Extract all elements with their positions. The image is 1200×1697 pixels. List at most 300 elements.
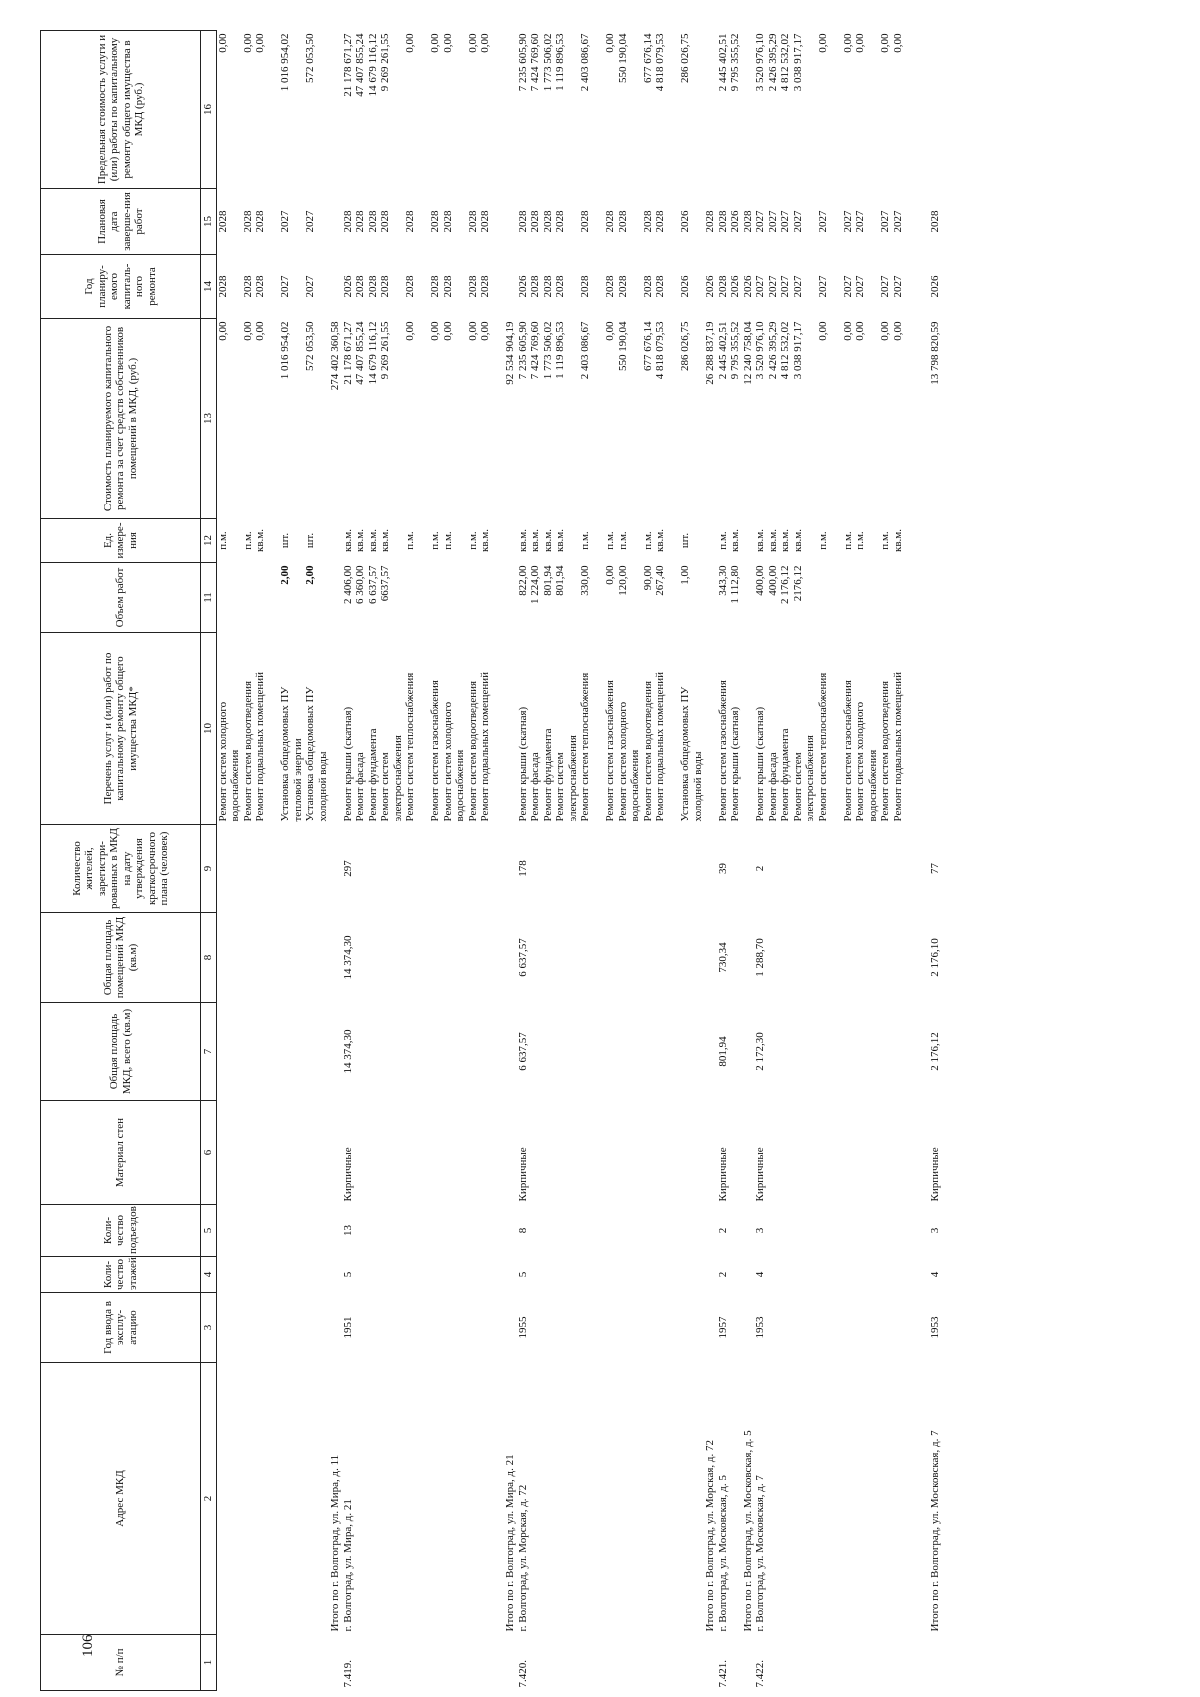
table-cell: 1 112,80 (729, 565, 741, 604)
table-cell (329, 519, 342, 563)
table-cell (917, 189, 930, 255)
table-cell (917, 255, 930, 319)
table-cell (317, 31, 330, 189)
table-cell (467, 1257, 480, 1293)
table-cell: Ремонт систем газоснабжения (429, 680, 441, 822)
table-cell: электроснабжения (804, 735, 816, 822)
table-cell (642, 1101, 655, 1205)
table-cell (292, 255, 305, 319)
column-number: 11 (201, 563, 217, 633)
table-cell (729, 1635, 742, 1691)
table-cell (617, 1635, 630, 1691)
header-cell: Коли-чество этажей (41, 1257, 201, 1293)
table-cell: 1951 (341, 1316, 354, 1339)
table-cell (292, 1635, 305, 1691)
table-cell (879, 1003, 892, 1101)
table-cell (929, 1635, 942, 1691)
table-cell (304, 825, 317, 913)
table-cell: 2 176,12 (929, 1032, 941, 1071)
table-cell (454, 1003, 467, 1101)
table-cell (579, 1257, 592, 1293)
table-cell: 8 (516, 1227, 529, 1234)
table-cell: 2028 (429, 210, 441, 233)
table-cell: 5 (341, 1271, 354, 1278)
table-cell: 274 402 360,58 (329, 321, 341, 391)
table-cell (692, 563, 705, 633)
table-cell (429, 563, 442, 633)
table-cell (392, 519, 405, 563)
table-cell: 2028 (379, 210, 391, 233)
table-cell: Ремонт крыши (скатная) (516, 706, 529, 822)
table-cell (454, 255, 467, 319)
table-cell (404, 1257, 417, 1293)
table-cell (904, 1363, 917, 1635)
table-cell (792, 1293, 805, 1363)
table-cell: кв.м. (554, 529, 566, 552)
table-row (367, 31, 380, 1691)
table-cell (279, 1003, 292, 1101)
table-cell: 2027 (816, 210, 829, 233)
table-row (404, 31, 417, 1691)
table-row (892, 31, 905, 1691)
table-cell (392, 1003, 405, 1101)
table-cell: Установка общедомовых ПУ (304, 686, 316, 822)
table-cell (429, 1205, 442, 1257)
table-cell: кв.м. (341, 529, 354, 552)
table-cell: 2 403 086,67 (579, 321, 591, 380)
table-cell (367, 1205, 380, 1257)
table-cell (442, 1293, 455, 1363)
table-cell (592, 913, 605, 1003)
table-cell (317, 1635, 330, 1691)
table-cell (617, 1205, 630, 1257)
table-cell (379, 825, 392, 913)
table-cell (629, 1293, 642, 1363)
table-row (717, 31, 730, 1691)
table-cell (354, 1205, 367, 1257)
table-row (854, 31, 867, 1691)
table-cell: 2028 (704, 210, 716, 233)
table-cell: кв.м. (516, 529, 529, 552)
table-cell (679, 1205, 692, 1257)
table-cell (742, 1293, 755, 1363)
table-cell (542, 1205, 555, 1257)
table-cell (492, 563, 505, 633)
table-row (304, 31, 317, 1691)
table-cell (742, 1003, 755, 1101)
table-cell (504, 255, 517, 319)
table-cell (692, 1003, 705, 1101)
table-cell (567, 189, 580, 255)
table-cell (267, 189, 280, 255)
table-cell: Ремонт систем газоснабжения (841, 680, 854, 822)
table-row (929, 31, 942, 1691)
table-cell (404, 1363, 417, 1635)
table-cell: 2027 (766, 275, 779, 298)
table-cell (679, 825, 692, 913)
table-cell (629, 1363, 642, 1635)
table-cell (854, 1101, 867, 1205)
table-cell (429, 1101, 442, 1205)
table-cell (829, 319, 842, 519)
table-cell: 7.419. (341, 1660, 354, 1688)
table-cell (329, 255, 342, 319)
table-cell: г. Волгоград, ул. Морская, д. 72 (516, 1484, 529, 1632)
table-cell (692, 1205, 705, 1257)
table-cell (492, 1205, 505, 1257)
table-cell: 5 (516, 1271, 529, 1278)
table-cell (279, 1363, 292, 1635)
table-cell (829, 1003, 842, 1101)
table-cell (454, 1363, 467, 1635)
table-cell (742, 1635, 755, 1691)
table-cell (379, 1257, 392, 1293)
table-row (216, 31, 229, 1691)
table-cell: Кирпичные (516, 1147, 529, 1202)
table-cell (467, 1205, 480, 1257)
table-cell (404, 1635, 417, 1691)
table-cell (867, 1205, 880, 1257)
table-cell (629, 1635, 642, 1691)
table-cell (454, 519, 467, 563)
table-cell (329, 1205, 342, 1257)
table-cell (404, 825, 417, 913)
table-cell (442, 1205, 455, 1257)
table-cell (817, 913, 830, 1003)
table-cell: 2026 (704, 275, 716, 298)
table-cell (554, 1003, 567, 1101)
table-cell (492, 913, 505, 1003)
table-cell (317, 319, 330, 519)
table-cell (592, 519, 605, 563)
table-row (804, 31, 817, 1691)
table-cell (329, 633, 342, 825)
table-cell (854, 1205, 867, 1257)
table-cell (654, 1293, 667, 1363)
column-number: 9 (201, 825, 217, 913)
table-cell (567, 255, 580, 319)
table-cell: Ремонт крыши (скатная) (341, 706, 354, 822)
table-cell (442, 913, 455, 1003)
table-cell: 2 176,12 (779, 565, 791, 604)
table-cell (454, 31, 467, 189)
table-cell: 0,00 (241, 321, 254, 341)
table-cell (417, 31, 430, 189)
table-cell: 7 235 605,90 (516, 33, 529, 92)
table-cell (254, 1257, 267, 1293)
table-cell (867, 1101, 880, 1205)
table-cell (392, 1205, 405, 1257)
table-cell (579, 825, 592, 913)
table-cell: п.м. (616, 531, 629, 550)
table-cell: 0,00 (879, 321, 891, 341)
table-cell (479, 1003, 492, 1101)
table-cell (829, 31, 842, 189)
table-cell (567, 1101, 580, 1205)
table-cell (392, 1293, 405, 1363)
table-cell: 0,00 (216, 321, 229, 341)
table-cell (804, 31, 817, 189)
table-cell (917, 1363, 930, 1635)
table-row (429, 31, 442, 1691)
table-cell (467, 825, 480, 913)
table-cell (267, 1257, 280, 1293)
table-cell: 2 (716, 1227, 729, 1234)
table-cell: тепловой энергии (291, 738, 304, 822)
table-cell (242, 1635, 255, 1691)
table-cell (879, 1101, 892, 1205)
table-cell (567, 825, 580, 913)
table-cell (216, 1205, 229, 1257)
table-cell (379, 1003, 392, 1101)
table-row (679, 31, 692, 1691)
table-cell (467, 1363, 480, 1635)
table-cell (904, 1101, 917, 1205)
table-cell (492, 1101, 505, 1205)
table-cell (742, 633, 755, 825)
table-cell (604, 1101, 617, 1205)
table-cell (617, 1293, 630, 1363)
table-cell (904, 1003, 917, 1101)
table-row (242, 31, 255, 1691)
table-cell: 2026 (929, 275, 941, 298)
table-cell (542, 825, 555, 913)
table-cell (504, 1003, 517, 1101)
table-cell (254, 1293, 267, 1363)
table-cell (429, 913, 442, 1003)
table-cell (867, 319, 880, 519)
table-cell (379, 1635, 392, 1691)
table-row (529, 31, 542, 1691)
table-cell (629, 255, 642, 319)
table-cell: кв.м. (891, 529, 904, 552)
table-cell (267, 1003, 280, 1101)
table-cell (804, 1363, 817, 1635)
column-number-row (201, 31, 217, 1691)
table-cell (629, 31, 642, 189)
table-cell (617, 1101, 630, 1205)
table-cell (567, 319, 580, 519)
table-cell (704, 1635, 717, 1691)
table-cell: 2028 (554, 275, 566, 298)
table-row (379, 31, 392, 1691)
table-cell (579, 913, 592, 1003)
table-cell: 47 407 855,24 (354, 321, 366, 385)
table-cell (779, 825, 792, 913)
table-cell (742, 563, 755, 633)
table-cell: 2027 (854, 275, 866, 298)
table-cell: 1953 (754, 1316, 766, 1339)
table-cell (704, 1293, 717, 1363)
table-cell (679, 1257, 692, 1293)
table-cell: 267,40 (654, 565, 666, 596)
table-cell (267, 1205, 280, 1257)
table-cell (404, 913, 417, 1003)
table-cell (842, 1635, 855, 1691)
table-cell: 21 178 671,27 (341, 33, 354, 97)
column-number: 2 (201, 1363, 217, 1635)
table-cell (354, 1293, 367, 1363)
table-cell: 2028 (341, 210, 354, 233)
table-cell (854, 913, 867, 1003)
table-cell (642, 1363, 655, 1635)
table-cell (854, 825, 867, 913)
table-cell (917, 913, 930, 1003)
table-cell: 550 190,04 (616, 33, 629, 83)
table-cell (592, 1003, 605, 1101)
table-cell (504, 189, 517, 255)
table-cell: Ремонт систем газоснабжения (716, 680, 729, 822)
table-cell (929, 519, 942, 563)
table-cell (692, 825, 705, 913)
table-cell (704, 1257, 717, 1293)
table-cell (504, 1635, 517, 1691)
table-cell (317, 563, 330, 633)
table-cell (504, 633, 517, 825)
table-cell (679, 913, 692, 1003)
table-cell (229, 913, 242, 1003)
table-cell (379, 1101, 392, 1205)
table-cell (642, 1293, 655, 1363)
table-cell: 2028 (541, 210, 554, 233)
table-cell (892, 1293, 905, 1363)
table-cell (704, 563, 717, 633)
table-cell (692, 31, 705, 189)
table-cell: п.м. (429, 531, 441, 550)
table-cell (629, 189, 642, 255)
table-cell (279, 1101, 292, 1205)
table-cell (604, 1293, 617, 1363)
table-cell: 2028 (516, 210, 529, 233)
table-cell: 2028 (466, 275, 479, 298)
table-cell: 2028 (441, 275, 454, 298)
table-cell: 1 224,00 (529, 565, 541, 604)
table-cell (292, 1003, 305, 1101)
table-cell: кв.м. (479, 529, 491, 552)
table-cell (242, 825, 255, 913)
table-cell (229, 1101, 242, 1205)
table-cell (779, 1363, 792, 1635)
table-cell (504, 519, 517, 563)
table-cell (779, 1003, 792, 1101)
table-cell (904, 31, 917, 189)
table-cell (229, 189, 242, 255)
table-cell (429, 1257, 442, 1293)
table-cell: 2028 (716, 275, 729, 298)
table-cell: 801,94 (716, 1036, 729, 1067)
table-cell (554, 1205, 567, 1257)
table-cell (479, 1257, 492, 1293)
table-cell (567, 1363, 580, 1635)
column-number: 10 (201, 633, 217, 825)
table-cell: 2028 (241, 210, 254, 233)
table-cell (542, 1101, 555, 1205)
table-cell: 0,00 (854, 33, 866, 53)
table-cell (254, 825, 267, 913)
table-cell: п.м. (441, 531, 454, 550)
table-cell (917, 1205, 930, 1257)
table-cell (617, 1003, 630, 1101)
table-cell (529, 1257, 542, 1293)
table-cell: 1 288,70 (754, 938, 766, 977)
table-cell: 2026 (729, 210, 741, 233)
table-cell (279, 1293, 292, 1363)
table-cell (767, 1363, 780, 1635)
table-cell (354, 1003, 367, 1101)
table-cell (404, 1205, 417, 1257)
table-cell (917, 1257, 930, 1293)
table-cell (442, 563, 455, 633)
table-cell (654, 825, 667, 913)
table-cell (567, 1003, 580, 1101)
table-cell: 0,00 (216, 33, 229, 53)
table-cell: кв.м. (366, 529, 379, 552)
table-cell (679, 1635, 692, 1691)
table-cell (904, 633, 917, 825)
table-cell (692, 913, 705, 1003)
table-cell (867, 1257, 880, 1293)
table-cell (617, 1363, 630, 1635)
table-cell (454, 189, 467, 255)
table-cell (254, 1003, 267, 1101)
table-cell: 2026 (741, 275, 754, 298)
table-cell (829, 563, 842, 633)
table-cell (804, 1635, 817, 1691)
table-cell (817, 563, 830, 633)
table-cell (216, 1101, 229, 1205)
table-cell (292, 1101, 305, 1205)
table-cell (292, 825, 305, 913)
table-cell (867, 913, 880, 1003)
table-cell (667, 1363, 680, 1635)
table-cell (579, 1635, 592, 1691)
table-cell: Ремонт систем теплоснабжения (579, 672, 591, 822)
table-cell: Итого по г. Волгоград, ул. Московская, д. 7 (929, 1430, 941, 1632)
table-cell: 7.421. (716, 1660, 729, 1688)
table-cell (492, 1257, 505, 1293)
table-row (254, 31, 267, 1691)
table-cell: п.м. (816, 531, 829, 550)
table-cell: 2 403 086,67 (579, 33, 591, 92)
table-cell: кв.м. (754, 529, 766, 552)
table-cell (529, 1101, 542, 1205)
column-number: 5 (201, 1205, 217, 1257)
table-row (879, 31, 892, 1691)
table-cell (254, 913, 267, 1003)
table-cell (254, 1205, 267, 1257)
table-cell: 2027 (816, 275, 829, 298)
table-cell: кв.м. (379, 529, 391, 552)
table-cell (592, 1363, 605, 1635)
table-cell (567, 519, 580, 563)
table-cell (829, 1101, 842, 1205)
table-cell (804, 1205, 817, 1257)
table-cell: 550 190,04 (616, 321, 629, 371)
table-cell (842, 825, 855, 913)
table-row (492, 31, 505, 1691)
table-cell (829, 519, 842, 563)
table-cell (392, 255, 405, 319)
table-cell (304, 1257, 317, 1293)
table-cell (929, 563, 942, 633)
table-cell (567, 1635, 580, 1691)
table-cell (767, 825, 780, 913)
table-cell (242, 563, 255, 633)
table-cell: 2027 (304, 210, 316, 233)
table-cell (867, 825, 880, 913)
table-cell (367, 1101, 380, 1205)
table-cell (904, 563, 917, 633)
